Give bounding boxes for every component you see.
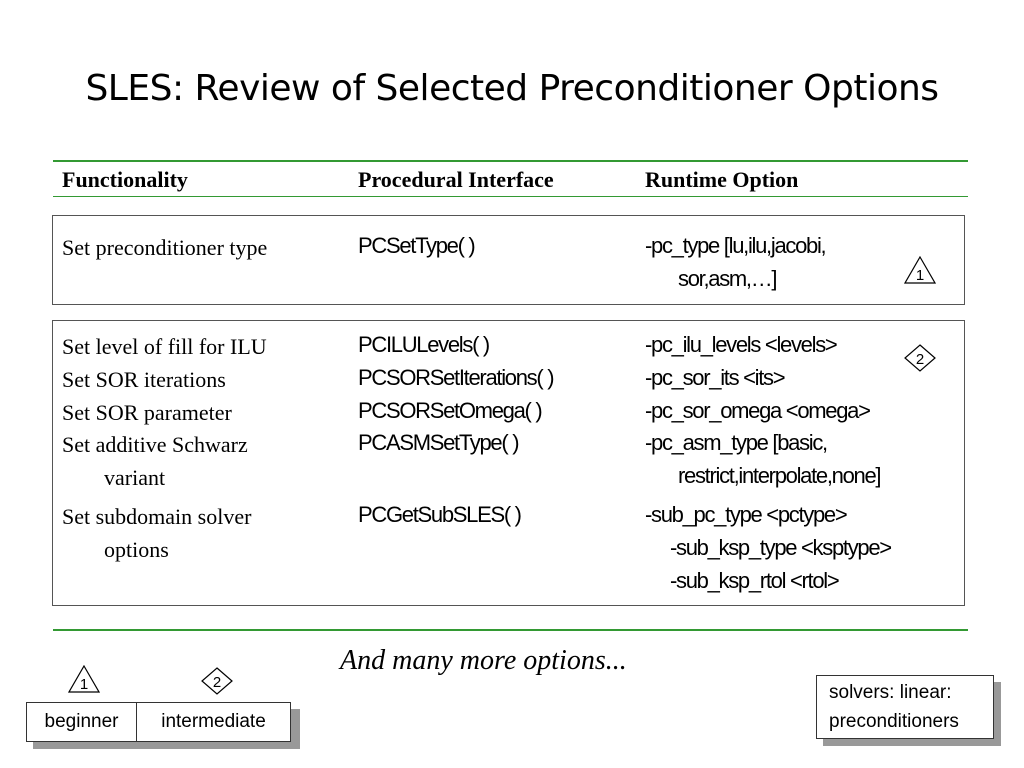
functionality-sor-iterations: Set SOR iterations bbox=[62, 367, 226, 392]
category-line1: solvers: linear: bbox=[829, 682, 952, 703]
runtime-pc-type-line1: -pc_type [lu,ilu,jacobi, bbox=[645, 233, 826, 258]
legend-intermediate-number: 2 bbox=[212, 674, 222, 691]
runtime-sub-ksp-rtol: -sub_ksp_rtol <rtol> bbox=[670, 568, 839, 593]
more-options-note: And many more options... bbox=[340, 645, 627, 676]
header-top-rule bbox=[53, 160, 968, 162]
functionality-set-pc-type: Set preconditioner type bbox=[62, 235, 268, 260]
runtime-pc-asm-type-line2: restrict,interpolate,none] bbox=[678, 463, 881, 488]
runtime-pc-ilu-levels: -pc_ilu_levels <levels> bbox=[645, 332, 837, 357]
procedural-pcsettype: PCSetType( ) bbox=[358, 233, 475, 258]
legend-intermediate-icon bbox=[201, 667, 233, 695]
intermediate-level-icon bbox=[904, 344, 936, 372]
header-runtime-option: Runtime Option bbox=[645, 167, 799, 192]
functionality-ilu-levels: Set level of fill for ILU bbox=[62, 334, 267, 359]
procedural-pciluleveles: PCILULevels( ) bbox=[358, 332, 489, 357]
functionality-asm-type-line2: variant bbox=[104, 465, 166, 490]
runtime-pc-sor-its: -pc_sor_its <its> bbox=[645, 365, 785, 390]
beginner-level-icon bbox=[904, 256, 936, 284]
runtime-sub-pc-type: -sub_pc_type <pctype> bbox=[645, 502, 847, 527]
category-line2: preconditioners bbox=[829, 711, 959, 732]
legend-beginner-number: 1 bbox=[79, 676, 89, 693]
runtime-sub-ksp-type: -sub_ksp_type <ksptype> bbox=[670, 535, 891, 560]
runtime-pc-sor-omega: -pc_sor_omega <omega> bbox=[645, 398, 870, 423]
procedural-pcsorsetiterations: PCSORSetIterations( ) bbox=[358, 365, 554, 390]
functionality-subdomain-line2: options bbox=[104, 537, 169, 562]
page-title: SLES: Review of Selected Preconditioner Options bbox=[85, 68, 939, 109]
header-functionality: Functionality bbox=[62, 167, 188, 192]
runtime-pc-asm-type-line1: -pc_asm_type [basic, bbox=[645, 430, 827, 455]
functionality-asm-type-line1: Set additive Schwarz bbox=[62, 432, 248, 457]
legend-beginner-icon bbox=[68, 665, 100, 693]
legend-beginner-label: beginner bbox=[26, 702, 137, 742]
legend-intermediate-label: intermediate bbox=[136, 702, 291, 742]
beginner-level-number: 1 bbox=[915, 267, 925, 284]
procedural-pcasmsettype: PCASMSetType( ) bbox=[358, 430, 519, 455]
header-procedural-interface: Procedural Interface bbox=[358, 167, 554, 192]
procedural-pcsorsetomega: PCSORSetOmega( ) bbox=[358, 398, 542, 423]
bottom-rule bbox=[53, 629, 968, 631]
category-box bbox=[816, 675, 994, 739]
functionality-sor-parameter: Set SOR parameter bbox=[62, 400, 232, 425]
header-bottom-rule bbox=[53, 196, 968, 197]
procedural-pcgetsubsles: PCGetSubSLES( ) bbox=[358, 502, 521, 527]
runtime-pc-type-line2: sor,asm,…] bbox=[678, 266, 777, 291]
functionality-subdomain-line1: Set subdomain solver bbox=[62, 504, 252, 529]
intermediate-level-number: 2 bbox=[915, 351, 925, 368]
